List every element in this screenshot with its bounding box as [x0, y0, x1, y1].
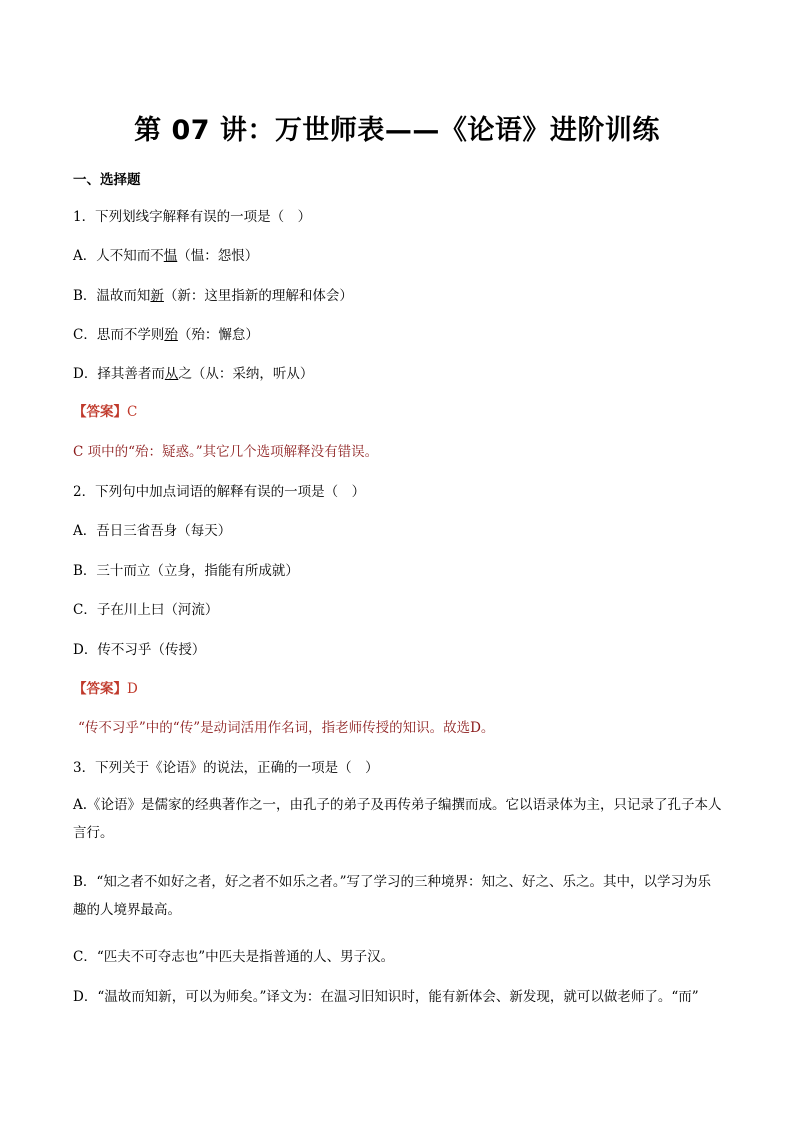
- q2-option-d: D．传不习乎（传授）: [73, 642, 206, 658]
- q3-option-b: B．“知之者不如好之者，好之者不如乐之者。”写了学习的三种境界：知之、好之、乐之。其中，以学习为乐趣的人境界最高。: [73, 874, 711, 918]
- q2-answer-label: 【答案】: [73, 681, 127, 697]
- q3-option-a: A.《论语》是儒家的经典著作之一，由孔子的弟子及再传弟子编撰而成。它以语录体为主，只记录了孔子本人言行。: [73, 797, 722, 841]
- q3-option-c: C．“匹夫不可夺志也”中匹夫是指普通的人、男子汉。: [73, 949, 395, 965]
- q1-answer-label: 【答案】: [73, 404, 127, 420]
- q1-option-d-word: 从: [164, 366, 179, 382]
- q1-answer-value: C: [127, 404, 138, 420]
- section-heading: 一、选择题: [73, 172, 141, 188]
- q2-stem: 2．下列句中加点词语的解释有误的一项是（ ）: [73, 484, 366, 500]
- q3-option-d: D．“温故而知新，可以为师矣。”译文为：在温习旧知识时，能有新体会、新发现，就可以做老师了。“而”: [73, 989, 699, 1005]
- page-title: 第 07 讲：万世师表——《论语》进阶训练: [134, 115, 660, 146]
- q1-option-b-pre: B．温故而知: [73, 288, 151, 304]
- q2-option-a: A．吾日三省吾身（每天）: [73, 523, 232, 539]
- q1-option-b-post: （新：这里指新的理解和体会）: [163, 288, 353, 304]
- q1-option-a-pre: A．人不知而不: [73, 248, 164, 264]
- q1-stem: 1．下列划线字解释有误的一项是（ ）: [73, 209, 312, 225]
- q1-option-c-pre: C．思而不学则: [73, 327, 165, 343]
- q1-option-b-word: 新: [150, 288, 164, 304]
- q2-option-c: C．子在川上曰（河流）: [73, 602, 219, 618]
- q1-option-d-pre: D．择其善者而: [73, 366, 165, 382]
- q2-answer: [73, 679, 138, 699]
- q2-option-b: B．三十而立（立身，指能有所成就）: [73, 563, 299, 579]
- q1-option-b: [73, 286, 353, 306]
- q1-option-a: [73, 246, 258, 266]
- q1-option-d: [73, 364, 313, 384]
- q1-option-a-word: 愠: [163, 248, 178, 264]
- q2-answer-value: D: [127, 681, 138, 697]
- q2-explanation: “传不习乎”中的“传”是动词活用作名词，指老师传授的知识。故选D。: [78, 720, 495, 736]
- q1-option-c: [73, 325, 259, 345]
- q1-option-c-word: 殆: [164, 327, 178, 343]
- q1-explanation: C 项中的“殆：疑惑。”其它几个选项解释没有错误。: [73, 444, 379, 460]
- q1-option-a-post: （愠：怨恨）: [177, 248, 259, 264]
- q1-answer: [73, 402, 137, 422]
- q1-option-d-post: 之（从：采纳，听从）: [178, 366, 314, 382]
- q3-stem: 3．下列关于《论语》的说法，正确的一项是（ ）: [73, 760, 379, 776]
- q1-option-c-post: （殆：懈怠）: [177, 327, 259, 343]
